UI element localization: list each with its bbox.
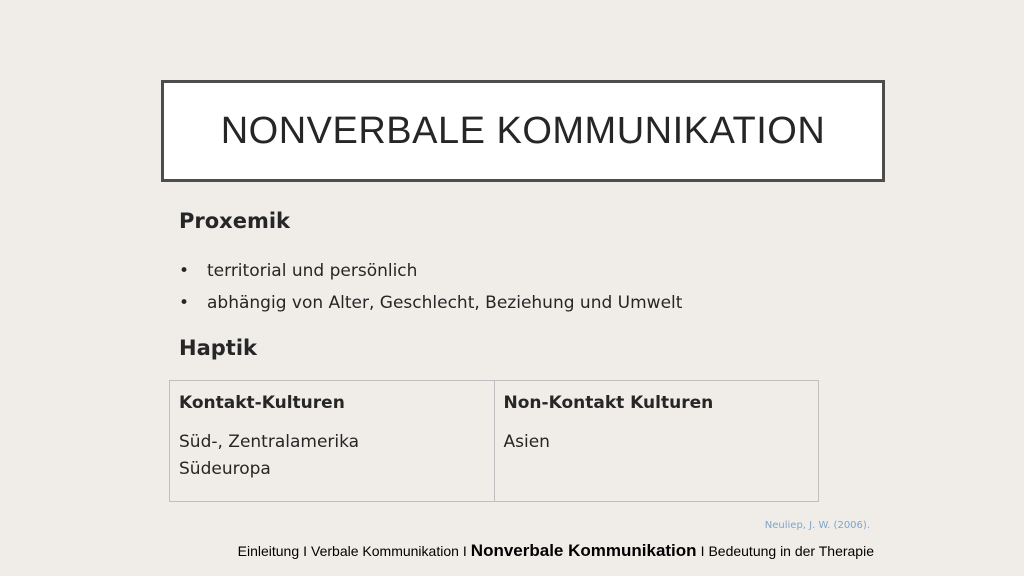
table-cell-non-kontakt — [494, 381, 819, 502]
table-row — [170, 381, 819, 502]
bullet-item — [179, 255, 682, 287]
nav-separator: I — [700, 543, 705, 559]
footer-navigation — [238, 541, 874, 561]
nav-item-verbale-kommunikation[interactable]: Verbale Kommunikation — [311, 543, 459, 559]
table-cell-kontakt — [170, 381, 495, 502]
table-cell-text: Süd-, Zentralamerika — [179, 432, 360, 452]
haptik-heading: Haptik — [179, 336, 257, 360]
haptik-table — [169, 380, 819, 502]
nav-separator: I — [303, 543, 308, 559]
nav-item-bedeutung-in-der-therapie[interactable]: Bedeutung in der Therapie — [708, 543, 874, 559]
nav-item-einleitung[interactable]: Einleitung — [237, 543, 300, 559]
citation: Neuliep, J. W. (2006). — [764, 520, 870, 531]
bullet-text: territorial und persönlich — [207, 261, 418, 281]
nav-separator: I — [462, 543, 467, 559]
slide-title: NONVERBALE KOMMUNIKATION — [220, 109, 826, 152]
bullet-text: abhängig von Alter, Geschlecht, Beziehung und Umwelt — [207, 293, 683, 313]
proxemik-heading: Proxemik — [179, 209, 291, 233]
proxemik-bullet-list — [179, 255, 682, 319]
bullet-icon: • — [179, 261, 190, 281]
table-cell-text: Südeuropa — [179, 459, 271, 479]
bullet-icon: • — [179, 293, 190, 313]
column-header-non-kontakt: Non-Kontakt Kulturen — [503, 393, 714, 413]
title-box — [161, 80, 885, 182]
nav-item-nonverbale-kommunikation[interactable]: Nonverbale Kommunikation — [470, 541, 697, 560]
column-header-kontakt: Kontakt-Kulturen — [179, 393, 345, 413]
table-cell-text: Asien — [503, 432, 550, 452]
bullet-item — [179, 287, 682, 319]
